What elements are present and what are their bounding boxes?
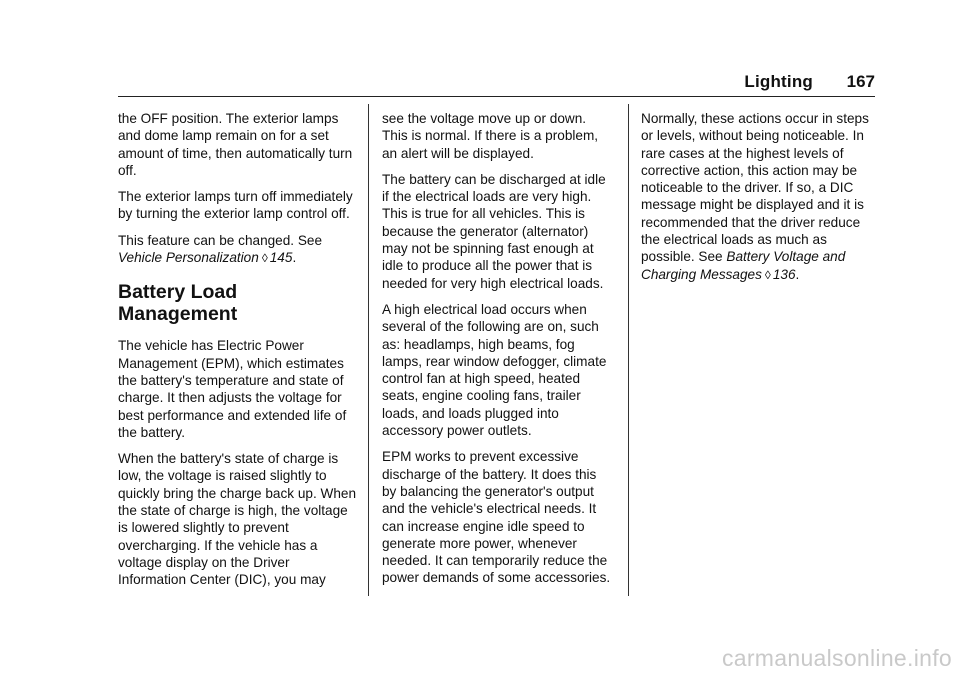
vehicle-personalization-link[interactable]: Vehicle Personalization — [118, 250, 259, 266]
paragraph: When the battery's state of charge is low, the voltage is raised slightly to quickly bring the charge back up. When the state of charge is high, the voltage is lowered slightly to prevent overcharging. If the vehicle has a voltage display on the Driver Information Center (DIC), you may — [118, 451, 357, 588]
battery-voltage-messages-link[interactable]: Battery Voltage and Charging Messages — [641, 249, 846, 282]
text-column-1 — [118, 110, 358, 598]
text-column-2 — [382, 110, 614, 596]
paragraph-text: This feature can be changed. See — [118, 232, 323, 248]
paragraph-with-reference — [118, 232, 358, 268]
page-number: 167 — [846, 72, 875, 91]
paragraph: EPM works to prevent excessive discharge of the battery. It does this by balancing the generator's output and the vehicle's electrical needs. It can increase engine idle speed to generate more power, whenever needed. It can temporarily reduce the power demands of some accessories. — [382, 449, 611, 586]
watermark: carmanualsonline.info — [721, 645, 952, 671]
section-heading: Battery Load Management — [118, 281, 238, 326]
text-column-3 — [641, 110, 879, 293]
paragraph-end: . — [795, 266, 800, 282]
page-header — [118, 70, 875, 97]
column-divider — [368, 104, 369, 596]
paragraph: The battery can be discharged at idle if the electrical loads are very high. This is true for all vehicles. This is because the generator (alternator) may not be spinning fast enough at idle to produce all the power that is needed for very high electrical loads. — [382, 171, 606, 291]
paragraph-with-reference — [641, 110, 879, 284]
paragraph-end: . — [292, 250, 297, 266]
paragraph-text: Normally, these actions occur in steps or levels, without being noticeable. In rare cases at the highest levels of corrective action, this action may be noticeable to the driver. If so, a DIC message might be displayed and it is recommended that the driver reduce the electrical loads as much as possible. See — [641, 111, 869, 265]
column-divider — [628, 104, 629, 596]
paragraph: The exterior lamps turn off immediately by turning the exterior lamp control off. — [118, 189, 353, 222]
paragraph: the OFF position. The exterior lamps and dome lamp remain on for a set amount of time, then automatically turn off. — [118, 111, 353, 178]
section-title: Lighting — [744, 72, 813, 91]
page-reference-number[interactable]: 136 — [772, 266, 796, 282]
page-reference-number[interactable]: 145 — [269, 250, 293, 266]
page-reference-icon: ◊ — [261, 251, 268, 266]
paragraph: The vehicle has Electric Power Management (EPM), which estimates the battery's temperature and state of charge. It then adjusts the voltage for best performance and extended life of the battery. — [118, 338, 347, 440]
paragraph: A high electrical load occurs when several of the following are on, such as: headlamps, high beams, fog lamps, rear window defogger, climate control fan at high speed, heated seats, engine cooling fans, trailer loads, and loads plugged into accessory power outlets. — [382, 301, 607, 439]
paragraph: see the voltage move up or down. This is normal. If there is a problem, an alert will be displayed. — [382, 111, 599, 161]
page-reference-icon: ◊ — [764, 267, 771, 282]
